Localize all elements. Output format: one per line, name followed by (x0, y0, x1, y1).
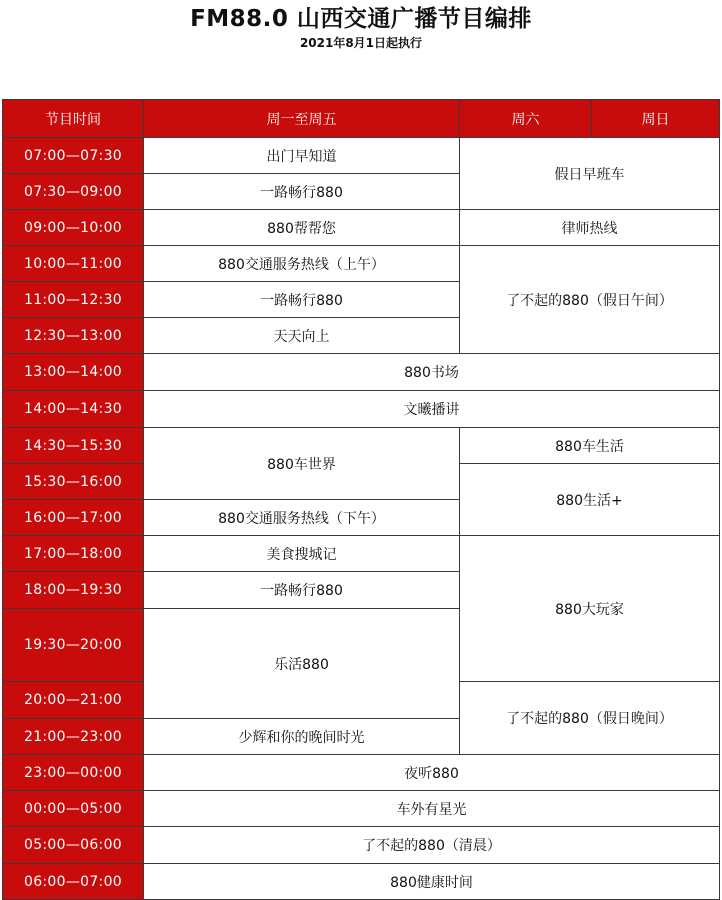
table-row (3, 354, 720, 391)
table-row (3, 428, 720, 464)
time-slot: 21:00—23:00 (3, 719, 144, 755)
time-slot: 19:30—20:00 (3, 609, 144, 682)
schedule-table (2, 99, 720, 900)
all-week-program: 车外有星光 (144, 791, 720, 827)
time-slot: 16:00—17:00 (3, 500, 144, 536)
weekend-program: 律师热线 (460, 210, 720, 246)
page-title: FM88.0 山西交通广播节目编排 (190, 6, 532, 32)
time-slot: 20:00—21:00 (3, 682, 144, 719)
weekend-program: 880生活+ (460, 464, 720, 536)
time-slot: 17:00—18:00 (3, 536, 144, 572)
weekday-program: 880帮帮您 (144, 210, 460, 246)
all-week-program: 了不起的880（清晨） (144, 827, 720, 864)
weekday-program: 乐活880 (144, 609, 460, 719)
weekday-program: 出门早知道 (144, 138, 460, 174)
all-week-program: 文曦播讲 (144, 391, 720, 428)
weekend-program: 880大玩家 (460, 536, 720, 682)
time-slot: 13:00—14:00 (3, 354, 144, 391)
time-slot: 06:00—07:00 (3, 864, 144, 900)
time-slot: 15:30—16:00 (3, 464, 144, 500)
time-slot: 14:00—14:30 (3, 391, 144, 428)
table-row (3, 138, 720, 174)
weekday-program: 天天向上 (144, 318, 460, 354)
time-slot: 07:00—07:30 (3, 138, 144, 174)
table-row (3, 755, 720, 791)
weekday-program: 一路畅行880 (144, 282, 460, 318)
weekday-program: 一路畅行880 (144, 572, 460, 609)
table-row (3, 210, 720, 246)
header-saturday: 周六 (460, 100, 592, 138)
weekday-program: 一路畅行880 (144, 174, 460, 210)
weekend-program: 880车生活 (460, 428, 720, 464)
all-week-program: 夜听880 (144, 755, 720, 791)
header-weekday: 周一至周五 (144, 100, 460, 138)
time-slot: 12:30—13:00 (3, 318, 144, 354)
time-slot: 14:30—15:30 (3, 428, 144, 464)
table-row (3, 536, 720, 572)
weekday-program: 美食搜城记 (144, 536, 460, 572)
time-slot: 23:00—00:00 (3, 755, 144, 791)
time-slot: 07:30—09:00 (3, 174, 144, 210)
weekend-program: 了不起的880（假日晚间） (460, 682, 720, 755)
weekday-program: 880车世界 (144, 428, 460, 500)
table-row (3, 864, 720, 900)
time-slot: 18:00—19:30 (3, 572, 144, 609)
time-slot: 05:00—06:00 (3, 827, 144, 864)
weekday-program: 880交通服务热线（下午） (144, 500, 460, 536)
table-row (3, 791, 720, 827)
weekend-program: 假日早班车 (460, 138, 720, 210)
table-row (3, 246, 720, 282)
weekend-program: 了不起的880（假日午间） (460, 246, 720, 354)
weekday-program: 少辉和你的晚间时光 (144, 719, 460, 755)
header-sunday: 周日 (592, 100, 720, 138)
header-row (3, 100, 720, 138)
time-slot: 00:00—05:00 (3, 791, 144, 827)
table-row (3, 827, 720, 864)
time-slot: 09:00—10:00 (3, 210, 144, 246)
weekday-program: 880交通服务热线（上午） (144, 246, 460, 282)
header-time: 节目时间 (3, 100, 144, 138)
page-subtitle: 2021年8月1日起执行 (299, 36, 423, 50)
time-slot: 11:00—12:30 (3, 282, 144, 318)
all-week-program: 880书场 (144, 354, 720, 391)
time-slot: 10:00—11:00 (3, 246, 144, 282)
all-week-program: 880健康时间 (144, 864, 720, 900)
table-row (3, 391, 720, 428)
